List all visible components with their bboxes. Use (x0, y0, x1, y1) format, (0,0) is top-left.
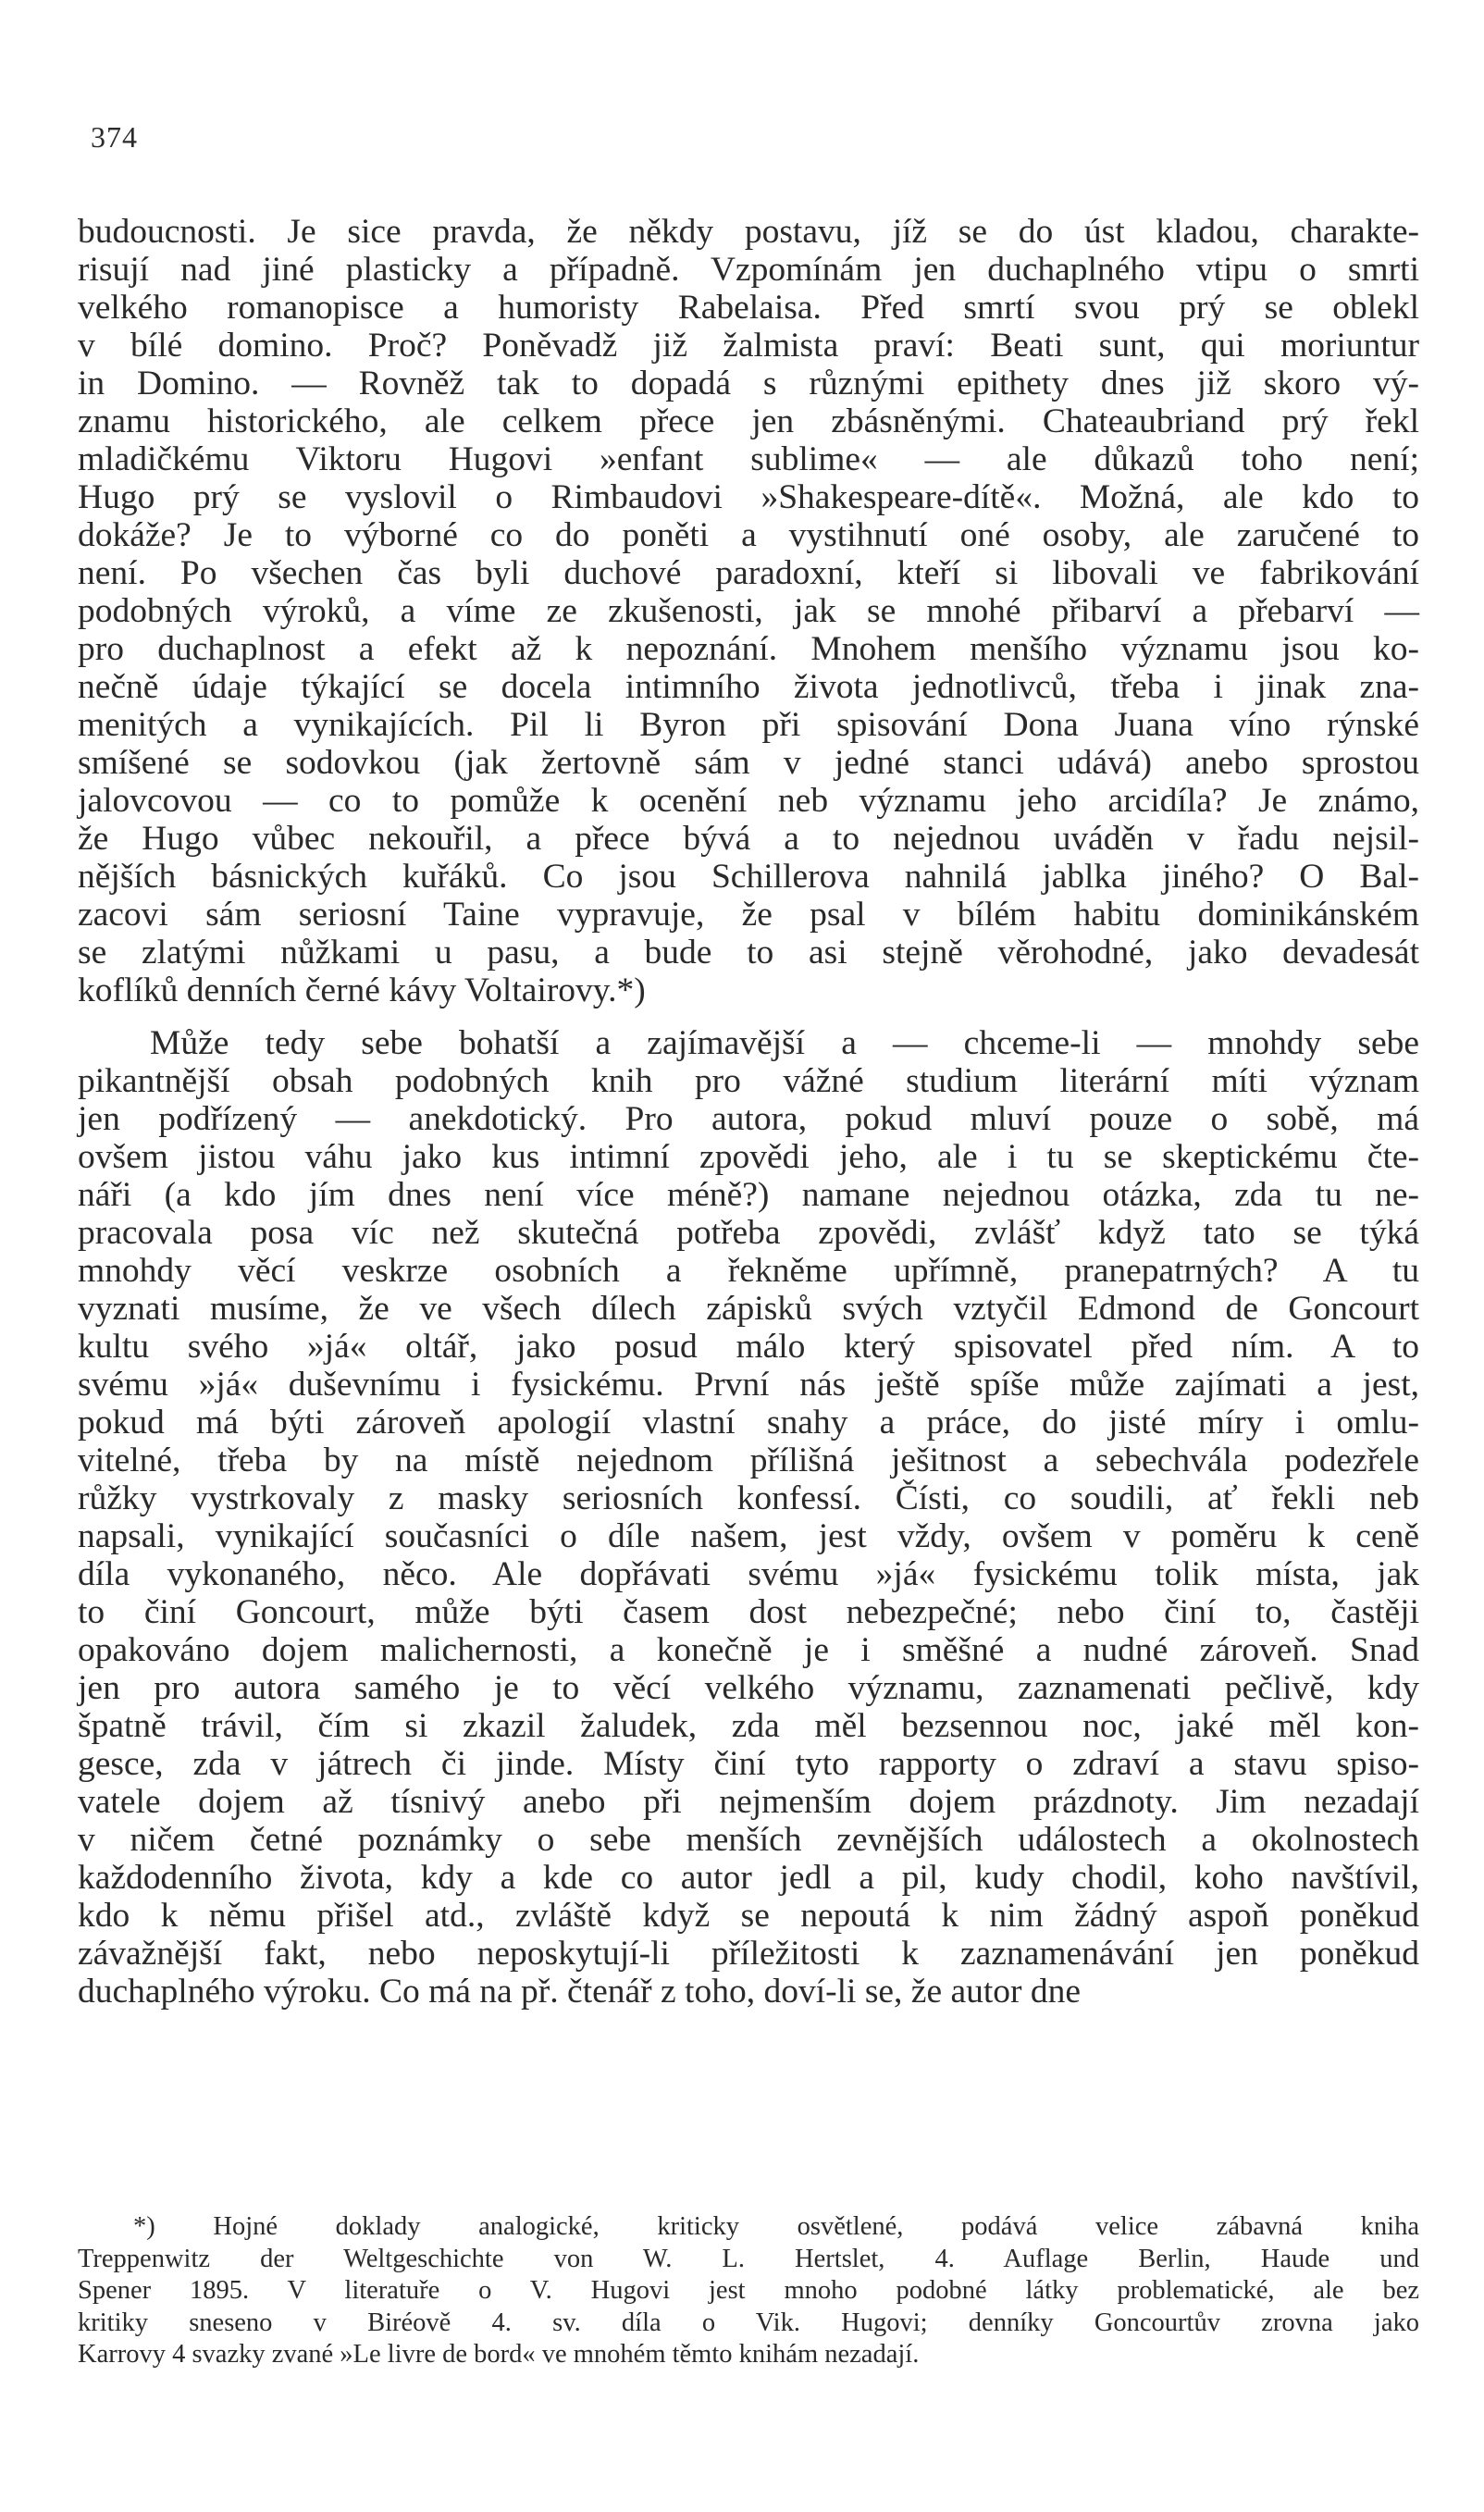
text-line: znamu historického, ale celkem přece jen zbásněnými. Chateaubriand prý řekl (78, 402, 1419, 440)
page-number: 374 (91, 120, 138, 154)
text-line: Karrovy 4 svazky zvané »Le livre de bord« ve mnohém těmto knihám nezadají. (78, 2340, 920, 2369)
paragraph-2 (78, 1024, 1419, 2011)
text-line: napsali, vynikající současníci o díle našem, jest vždy, ovšem v poměru k ceně (78, 1517, 1419, 1555)
text-line: pokud má býti zároveň apologií vlastní snahy a práce, do jisté míry i omlu- (78, 1404, 1419, 1442)
text-line: Může tedy sebe bohatší a zajímavější a — chceme-li — mnohdy sebe (150, 1024, 1419, 1062)
text-line: vitelné, třeba by na místě nejednom přílišná ješitnost a sebechvála podezřele (78, 1442, 1419, 1479)
text-line: smíšené se sodovkou (jak žertovně sám v jedné stanci udává) anebo sprostou (78, 744, 1419, 782)
text-line: nečně údaje týkající se docela intimního života jednotlivců, třeba i jinak zna- (78, 668, 1419, 706)
text-line: kultu svého »já« oltář, jako posud málo který spisovatel před ním. A to (78, 1328, 1419, 1366)
text-line: *) Hojné doklady analogické, kriticky osvětlené, podává velice zábavná kniha (133, 2212, 1419, 2241)
text-line: duchaplného výroku. Co má na př. čtenář z toho, doví-li se, že autor dne (78, 1973, 1082, 2011)
text-line: zacovi sám seriosní Taine vypravuje, že psal v bílém habitu dominikánském (78, 896, 1419, 934)
text-line: závažnější fakt, nebo neposkytují-li příležitosti k zaznamenávání jen poněkud (78, 1935, 1419, 1973)
text-line: menitých a vynikajících. Pil li Byron při spisování Dona Juana víno rýnské (78, 706, 1419, 744)
text-line: růžky vystrkovaly z masky seriosních konfessí. Čísti, co soudili, ať řekli neb (78, 1479, 1419, 1517)
text-line: to činí Goncourt, může býti časem dost nebezpečné; nebo činí to, častěji (78, 1593, 1419, 1631)
text-line: Spener 1895. V literatuře o V. Hugovi jest mnoho podobné látky problematické, ale bez (78, 2276, 1419, 2305)
text-line: pracovala posa víc než skutečná potřeba zpovědi, zvlášť když tato se týká (78, 1214, 1419, 1252)
paragraph-1 (78, 213, 1419, 1009)
text-line: budoucnosti. Je sice pravda, že někdy postavu, jíž se do úst kladou, charakte- (78, 213, 1419, 251)
text-line: každodenního života, kdy a kde co autor jedl a pil, kudy chodil, koho navštívil, (78, 1859, 1419, 1897)
text-line: jen podřízený — anekdotický. Pro autora, pokud mluví pouze o sobě, má (78, 1100, 1419, 1138)
text-line: ovšem jistou váhu jako kus intimní zpovědi jeho, ale i tu se skeptickému čte- (78, 1138, 1419, 1176)
text-line: Hugo prý se vyslovil o Rimbaudovi »Shakespeare-dítě«. Možná, ale kdo to (78, 478, 1419, 516)
text-line: Treppenwitz der Weltgeschichte von W. L. Hertslet, 4. Auflage Berlin, Haude und (78, 2244, 1419, 2273)
text-line: in Domino. — Rovněž tak to dopadá s různými epithety dnes již skoro vý- (78, 365, 1419, 402)
text-line: nějších básnických kuřáků. Co jsou Schillerova nahnilá jablka jiného? O Bal- (78, 858, 1419, 896)
text-line: dokáže? Je to výborné co do poněti a vystihnutí oné osoby, ale zaručené to (78, 516, 1419, 554)
text-line: pikantnější obsah podobných knih pro vážné studium literární míti význam (78, 1062, 1419, 1100)
text-line: koflíků denních černé kávy Voltairovy.*) (78, 971, 646, 1009)
text-line: se zlatými nůžkami u pasu, a bude to asi stejně věrohodné, jako devadesát (78, 934, 1419, 971)
text-line: není. Po všechen čas byli duchové paradoxní, kteří si libovali ve fabrikování (78, 554, 1419, 592)
text-line: jalovcovou — co to pomůže k ocenění neb významu jeho arcidíla? Je známo, (78, 782, 1419, 820)
text-line: kdo k němu přišel atd., zvláště když se nepoutá k nim žádný aspoň poněkud (78, 1897, 1419, 1935)
text-line: vyznati musíme, že ve všech dílech zápisků svých vztyčil Edmond de Goncourt (78, 1290, 1419, 1328)
text-line: že Hugo vůbec nekouřil, a přece bývá a to nejednou uváděn v řadu nejsil- (78, 820, 1419, 858)
text-line: vatele dojem až tísnivý anebo při nejmenším dojem prázdnoty. Jim nezadají (78, 1783, 1419, 1821)
text-line: risují nad jiné plasticky a případně. Vzpomínám jen duchaplného vtipu o smrti (78, 251, 1419, 289)
text-line: svému »já« duševnímu i fysickému. První nás ještě spíše může zajímati a jest, (78, 1366, 1419, 1404)
body-text (78, 213, 1419, 2011)
text-line: velkého romanopisce a humoristy Rabelaisa. Před smrtí svou prý se oblekl (78, 289, 1419, 327)
text-line: mladičkému Viktoru Hugovi »enfant sublime« — ale důkazů toho není; (78, 440, 1419, 478)
text-line: gesce, zda v játrech či jinde. Místy činí tyto rapporty o zdraví a stavu spiso- (78, 1745, 1419, 1783)
text-line: jen pro autora samého je to věcí velkého významu, zaznamenati pečlivě, kdy (78, 1669, 1419, 1707)
text-line: v bílé domino. Proč? Poněvadž již žalmista praví: Beati sunt, qui moriuntur (78, 327, 1419, 365)
text-line: díla vykonaného, něco. Ale dopřávati svému »já« fysickému tolik místa, jak (78, 1555, 1419, 1593)
footnote (78, 2211, 1419, 2371)
text-line: kritiky sneseno v Biréově 4. sv. díla o Vik. Hugovi; denníky Goncourtův zrovna jako (78, 2308, 1419, 2337)
text-line: v ničem četné poznámky o sebe menších zevnějších událostech a okolnostech (78, 1821, 1419, 1859)
text-line: špatně trávil, čím si zkazil žaludek, zda měl bezsennou noc, jaké měl kon- (78, 1707, 1419, 1745)
text-line: pro duchaplnost a efekt až k nepoznání. Mnohem menšího významu jsou ko- (78, 630, 1419, 668)
text-line: náři (a kdo jím dnes není více méně?) namane nejednou otázka, zda tu ne- (78, 1176, 1419, 1214)
text-line: opakováno dojem malichernosti, a konečně je i směšné a nudné zároveň. Snad (78, 1631, 1419, 1669)
text-line: mnohdy věcí veskrze osobních a řekněme upřímně, pranepatrných? A tu (78, 1252, 1419, 1290)
text-line: podobných výroků, a víme ze zkušenosti, jak se mnohé přibarví a přebarví — (78, 592, 1419, 630)
